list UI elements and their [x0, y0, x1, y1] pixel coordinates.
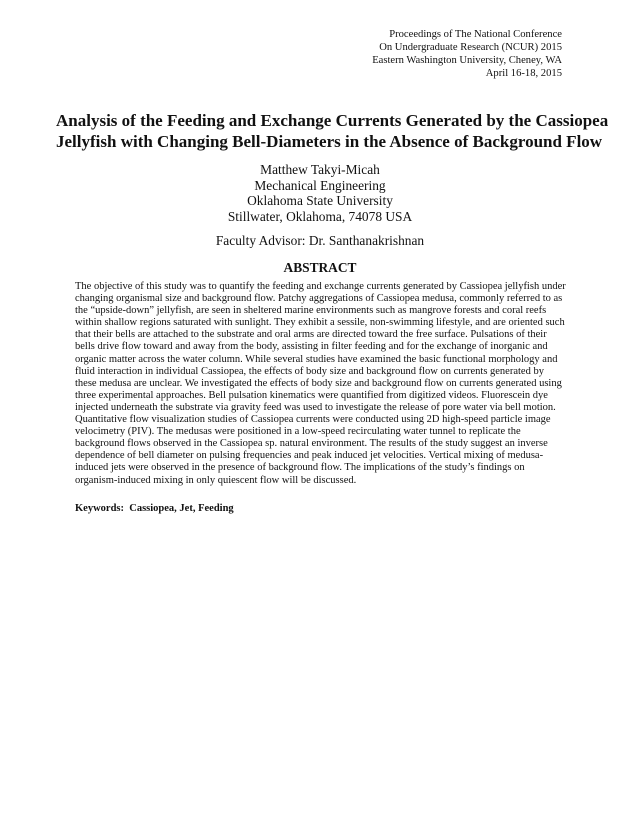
- paper-title: [56, 110, 609, 152]
- author-name: Matthew Takyi-Micah: [260, 162, 380, 177]
- abstract-line: within shallow regions saturated with sunlight. They exhibit a sessile, non-swimming lifestyle, and are oriented such: [75, 317, 565, 329]
- keywords-label: Keywords:: [75, 503, 124, 514]
- conference-header: [262, 28, 562, 80]
- abstract-line: changing organismal size and background flow. Patchy aggregations of Cassiopea medusa, commonly referred to as: [75, 293, 563, 305]
- abstract-line: background flows observed in the Cassiopea sp. natural environment. The results of the study suggest an inverse: [75, 438, 548, 450]
- abstract-line: bells drive flow toward and away from the body, assisting in filter feeding and for the exchange of inorganic and: [75, 341, 548, 353]
- abstract-line: injected underneath the substrate via gravity feed was used to investigate the release of pore water via bell motion.: [75, 401, 556, 413]
- abstract-heading: ABSTRACT: [283, 260, 357, 275]
- paper-title-line: Analysis of the Feeding and Exchange Currents Generated by the Cassiopea: [56, 111, 609, 130]
- abstract-line: these medusa are unclear. We investigated the effects of body size and background flow on currents generated using: [75, 377, 562, 389]
- author-university: Oklahoma State University: [247, 193, 393, 208]
- abstract-line: three experimental approaches. Bell pulsation kinematics were quantified from digitized videos. Fluorescein dye: [75, 389, 548, 401]
- conference-header-line: Proceedings of The National Conference: [389, 29, 562, 40]
- abstract-line: velocimetry (PIV). The medusas were positioned in a low-speed recirculating water tunnel to replicate the: [75, 426, 521, 438]
- conference-header-line: April 16-18, 2015: [485, 68, 562, 79]
- paper-title-line: Jellyfish with Changing Bell-Diameters in the Absence of Background Flow: [56, 132, 603, 151]
- author-department: Mechanical Engineering: [254, 177, 386, 193]
- abstract-line: organism-induced mixing in only quiescent flow will be discussed.: [75, 474, 357, 486]
- abstract-line: Quantitative flow visualization studies of Cassiopea currents were conducted using 2D high-speed particle image: [75, 414, 551, 426]
- author-location: Stillwater, Oklahoma, 74078 USA: [227, 208, 413, 224]
- abstract-line: dependence of bell diameter on pulsing frequencies and peak induced jet velocities. Vertical mixing of medusa-: [75, 450, 544, 462]
- abstract-body: [75, 281, 570, 487]
- abstract-line: The objective of this study was to quantify the feeding and exchange currents generated by Cassiopea jellyfish under: [75, 281, 566, 292]
- abstract-line: organic matter across the water column. While several studies have examined the basic functional morphology and: [75, 353, 558, 365]
- conference-header-line: On Undergraduate Research (NCUR) 2015: [379, 42, 562, 53]
- keywords: [75, 502, 570, 515]
- faculty-advisor: Faculty Advisor: Dr. Santhanakrishnan: [215, 233, 425, 248]
- author-block: [100, 162, 540, 224]
- abstract-line: the “upside-down” jellyfish, are seen in sheltered marine environments such as mangrove forests and coral reefs: [75, 305, 547, 317]
- abstract-line: fluid interaction in individual Cassiopea, the effects of body size and background flow on currents generated by: [75, 365, 544, 377]
- abstract-line: that their bells are attached to the substrate and oral arms are directed toward the free surface. Pulsations of their: [75, 329, 547, 341]
- abstract-line: induced jets were observed in the presence of background flow. The implications of the study’s findings on: [75, 462, 525, 474]
- conference-header-line: Eastern Washington University, Cheney, WA: [372, 55, 562, 66]
- keywords-value: Cassiopea, Jet, Feeding: [129, 503, 234, 514]
